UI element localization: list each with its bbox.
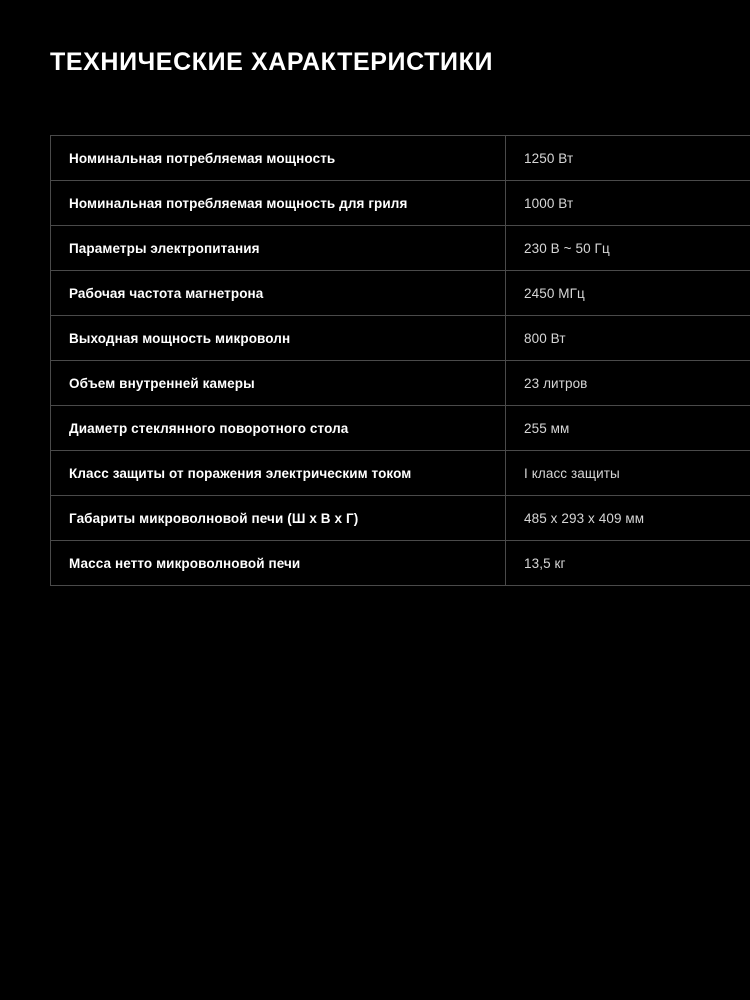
spec-name: Габариты микроволновой печи (Ш х В х Г) [51,496,506,541]
table-row [51,496,750,541]
spec-name: Класс защиты от поражения электрическим током [51,451,506,496]
spec-name: Параметры электропитания [51,226,506,271]
spec-value: I класс защиты [506,451,750,496]
spec-value: 255 мм [506,406,750,451]
table-row [51,361,750,406]
spec-value: 2450 МГц [506,271,750,316]
spec-name: Выходная мощность микроволн [51,316,506,361]
specifications-table-body [51,136,750,586]
table-row [51,406,750,451]
table-row [51,136,750,181]
spec-value: 800 Вт [506,316,750,361]
specifications-table [50,135,750,586]
page-title: ТЕХНИЧЕСКИЕ ХАРАКТЕРИСТИКИ [50,48,494,76]
spec-value: 485 х 293 х 409 мм [506,496,750,541]
spec-name: Номинальная потребляемая мощность [51,136,506,181]
spec-value: 23 литров [506,361,750,406]
spec-name: Рабочая частота магнетрона [51,271,506,316]
table-row [51,181,750,226]
table-row [51,541,750,586]
spec-name: Номинальная потребляемая мощность для гриля [51,181,506,226]
table-row [51,451,750,496]
spec-name: Диаметр стеклянного поворотного стола [51,406,506,451]
table-row [51,271,750,316]
spec-value: 13,5 кг [506,541,750,586]
table-row [51,226,750,271]
spec-value: 230 В ~ 50 Гц [506,226,750,271]
spec-name: Масса нетто микроволновой печи [51,541,506,586]
spec-name: Объем внутренней камеры [51,361,506,406]
spec-value: 1250 Вт [506,136,750,181]
table-row [51,316,750,361]
spec-value: 1000 Вт [506,181,750,226]
